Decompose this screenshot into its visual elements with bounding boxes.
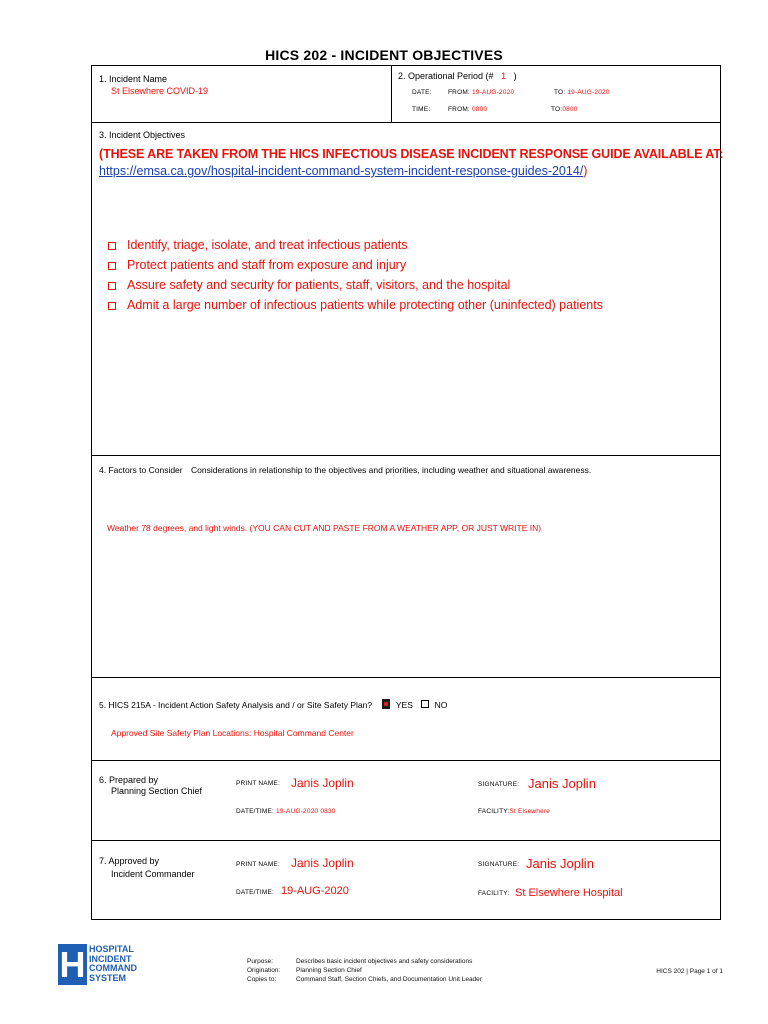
prepared-by-role: Planning Section Chief [111,786,203,796]
factors-description: Considerations in relationship to the objectives and priorities, including weather and situational awareness. [191,465,592,475]
divider [391,66,392,122]
objective-text: Protect patients and staff from exposure and injury [127,258,407,272]
form-container [91,65,724,920]
prepared-signature-label: SIGNATURE: [478,781,520,788]
copies-text: Command Staff, Section Chiefs, and Documentation Unit Leader [296,975,482,983]
approved-by-label: 7. Approved by [99,856,160,866]
origination-text: Planning Section Chief [296,966,362,974]
prepared-print-name[interactable]: Janis Joplin [291,776,354,790]
purpose-label: Purpose: [247,958,274,965]
objective-text: Identify, triage, isolate, and treat infectious patients [127,238,408,252]
time-label: TIME: [412,106,431,113]
logo-line: SYSTEM [89,972,127,983]
time-from-label: FROM: [448,106,470,113]
footer-labels [247,958,280,984]
logo-line: INCIDENT [89,953,132,964]
approved-facility-value[interactable]: St Elsewhere Hospital [515,887,623,899]
copies-label: Copies to: [247,975,277,983]
time-from-value[interactable]: 0800 [471,106,488,113]
origination-label: Origination: [247,966,281,974]
footer-values [296,958,482,984]
objective-item [108,255,603,275]
date-from-value[interactable]: 19-AUG-2020 [471,89,515,96]
checkbox-icon[interactable] [108,242,116,250]
approved-datetime-title: DATE/TIME: [236,889,274,896]
time-from [448,106,487,113]
divider [92,840,720,841]
objectives-source-note: (THESE ARE TAKEN FROM THE HICS INFECTIOUS DISEASE INCIDENT RESPONSE GUIDE AVAILABLE AT: [99,147,724,161]
checked-box-icon[interactable] [382,699,390,709]
safety-plan-label: 5. HICS 215A - Incident Action Safety Analysis and / or Site Safety Plan? [99,700,373,710]
logo-line: HOSPITAL [89,944,134,954]
operational-period-text: 2. Operational Period (# [398,71,494,81]
objective-text: Assure safety and security for patients, staff, visitors, and the hospital [127,278,511,292]
time-to-value[interactable]: 0800 [562,106,578,113]
objective-item [108,295,603,315]
objectives-source-link-line [99,164,587,178]
time-to-label: TO: [551,106,563,113]
prepared-datetime-value[interactable]: 19-AUG-2020 0830 [276,808,336,815]
prepared-by-label: 6. Prepared by [99,775,159,785]
approved-print-name-label: PRINT NAME: [236,861,280,868]
no-label: NO [434,700,448,710]
prepared-facility-label [478,808,550,815]
operational-period-close: ) [513,71,517,81]
approved-by-role: Incident Commander [111,869,195,879]
factors-value[interactable]: Weather 78 degrees, and light winds. (YOU CAN CUT AND PASTE FROM A WEATHER APP, OR JUST WRITE IN) [107,523,542,533]
date-to-value[interactable]: 19-AUG-2020 [567,89,610,96]
approved-print-name[interactable]: Janis Joplin [291,856,354,870]
safety-plan-question [99,699,447,710]
incident-name-value[interactable]: St Elsewhere COVID-19 [111,86,209,96]
date-from-label: FROM: [448,89,470,96]
checkbox-icon[interactable] [108,282,116,290]
objectives-source-close: ) [583,164,588,178]
approved-facility-title: FACILITY: [478,890,510,897]
divider [92,455,720,456]
divider [92,760,720,761]
logo-wordmark [89,945,137,983]
objective-item [108,235,603,255]
objective-item [108,275,603,295]
prepared-print-name-label: PRINT NAME: [236,780,280,787]
date-to [554,89,610,96]
date-to-label: TO: [554,89,566,96]
checkbox-icon[interactable] [108,262,116,270]
purpose-text: Describes basic incident objectives and safety considerations [296,958,473,965]
safety-plan-yes-option[interactable] [382,700,415,710]
time-to [551,106,578,113]
unchecked-box-icon[interactable] [421,700,429,708]
safety-plan-locations[interactable]: Approved Site Safety Plan Locations: Hospital Command Center [111,728,354,738]
page-info: HICS 202 | Page 1 of 1 [656,968,723,975]
divider [92,122,720,123]
hospital-h-icon: H [59,944,86,985]
form-title: HICS 202 - INCIDENT OBJECTIVES [265,47,503,63]
prepared-signature[interactable]: Janis Joplin [528,776,596,791]
prepared-datetime-label [236,808,336,815]
logo-line: COMMAND [89,963,137,974]
hics-logo [58,944,142,985]
safety-plan-no-option[interactable] [421,700,447,710]
objective-text: Admit a large number of infectious patients while protecting other (uninfected) patients [127,298,603,312]
objectives-source-link[interactable]: https://emsa.ca.gov/hospital-incident-command-system-incident-response-guides-2014/ [99,164,584,178]
checkbox-icon[interactable] [108,302,116,310]
prepared-datetime-title: DATE/TIME: [236,808,274,815]
approved-datetime-value[interactable]: 19-AUG-2020 [281,885,349,897]
factors-label [99,465,591,475]
operational-period-number[interactable]: 1 [501,71,507,81]
operational-period-label [398,71,517,81]
yes-label: YES [395,700,413,710]
prepared-facility-value[interactable]: St Elsewhere [509,808,551,815]
objectives-list [108,235,603,315]
incident-name-label: 1. Incident Name [99,74,168,84]
incident-objectives-label: 3. Incident Objectives [99,130,186,140]
approved-signature[interactable]: Janis Joplin [526,856,594,871]
factors-title: 4. Factors to Consider [99,465,183,475]
approved-signature-label: SIGNATURE: [478,861,520,868]
prepared-facility-title: FACILITY: [478,808,510,815]
date-label: DATE: [412,89,432,96]
divider [92,677,720,678]
date-from [448,89,514,96]
